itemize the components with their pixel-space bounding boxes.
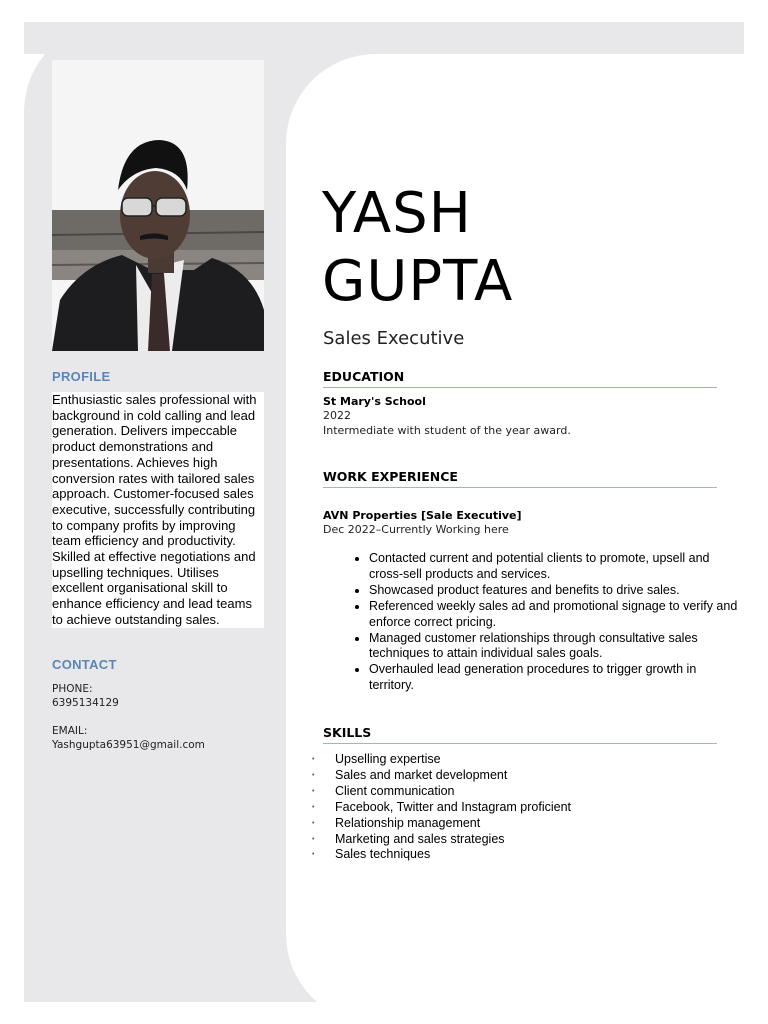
work-bullet: • Showcased product features and benefits to drive sales. xyxy=(369,583,744,599)
education-school xyxy=(323,395,426,410)
email-label: EMAIL: xyxy=(52,725,88,737)
work-bullet: • Managed customer relationships through consultative sales techniques to attain individual sales goals. xyxy=(369,631,744,663)
email-address: Yashgupta63951@gmail.com xyxy=(52,739,205,751)
skill-item: • Marketing and sales strategies xyxy=(312,832,571,848)
education-heading: EDUCATION xyxy=(323,369,717,388)
company-name: AVN Properties [Sale Executive] xyxy=(323,509,522,522)
profile-text: Enthusiastic sales professional with background in cold calling and lead generation. Delivers impeccable product demonstrations and presentations. Achieves high conversion rates with tailored sales approach. Customer-focused sales executive, successfully contributing to company profits by improving team efficiency and productivity. Skilled at effective negotiations and upselling techniques. Utilises excellent organisational skill to enhance efficiency and lead teams to achieve outstanding sales. xyxy=(52,392,264,628)
phone-label: PHONE: xyxy=(52,683,93,695)
work-bullet: • Contacted current and potential clients to promote, upsell and cross-sell products and services. xyxy=(369,551,744,583)
profile-photo xyxy=(52,60,264,351)
work-bullets xyxy=(345,551,744,694)
work-dates: Dec 2022–Currently Working here xyxy=(323,523,509,536)
work-bullet: • Referenced weekly sales ad and promotional signage to verify and enforce correct pricing. xyxy=(369,599,744,631)
job-title: Sales Executive xyxy=(323,328,465,349)
skills-list xyxy=(312,752,571,863)
skill-item: • Sales techniques xyxy=(312,847,571,863)
skills-heading: SKILLS xyxy=(323,725,717,744)
skill-item: • Relationship management xyxy=(312,816,571,832)
work-company xyxy=(323,509,522,524)
top-strip xyxy=(24,22,744,54)
skill-item: • Upselling expertise xyxy=(312,752,571,768)
phone-number: 6395134129 xyxy=(52,697,119,709)
school-name: St Mary's School xyxy=(323,395,426,408)
education-detail: Intermediate with student of the year award. xyxy=(323,424,571,437)
skill-item: • Facebook, Twitter and Instagram proficient xyxy=(312,800,571,816)
name-last: GUPTA xyxy=(322,249,514,314)
name-first: YASH xyxy=(322,181,472,246)
education-year: 2022 xyxy=(323,409,351,422)
candidate-name xyxy=(322,180,513,316)
work-bullet: • Overhauled lead generation procedures to trigger growth in territory. xyxy=(369,662,744,694)
contact-heading: CONTACT xyxy=(52,657,117,672)
skill-item: • Sales and market development xyxy=(312,768,571,784)
skill-item: • Client communication xyxy=(312,784,571,800)
work-heading: WORK EXPERIENCE xyxy=(323,469,717,488)
profile-heading: PROFILE xyxy=(52,369,111,384)
